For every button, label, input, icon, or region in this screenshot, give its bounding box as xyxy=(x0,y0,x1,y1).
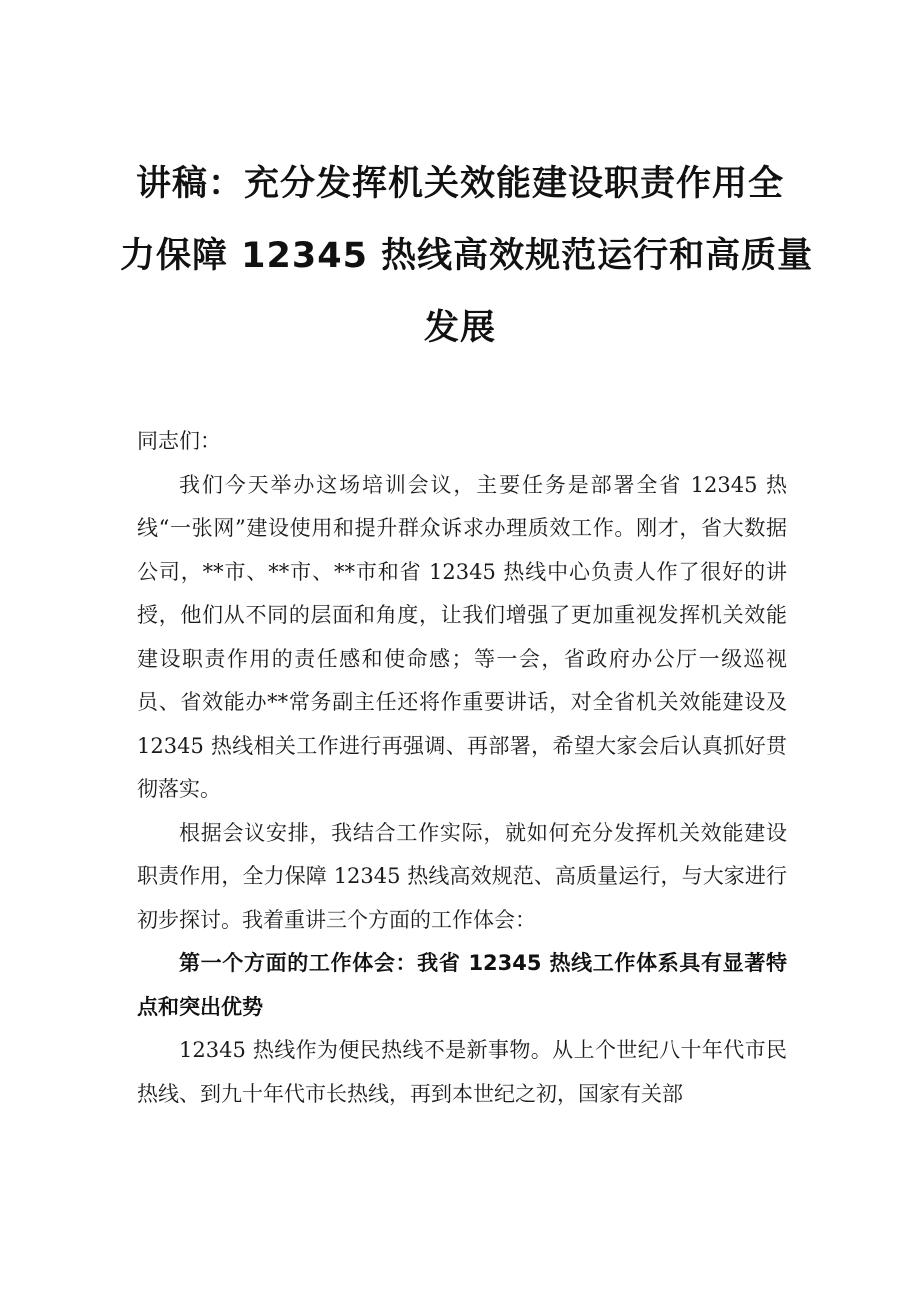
paragraph-opening: 我们今天举办这场培训会议，主要任务是部署全省 12345 热线“一张网”建设使用和提升群众诉求办理质效工作。刚才，省大数据公司，**市、**市、**市和省 12345 热线中心负责人作了很好的讲授，他们从不同的层面和角度，让我们增强了更加重视发挥机关效能建设职责作用的责任感和使命感；等一会，省政府办公厅一级巡视员、省效能办**常务副主任还将作重要讲话，对全省机关效能建设及 12345 热线相关工作进行再强调、再部署，希望大家会后认真抓好贯彻落实。 xyxy=(137,472,787,801)
salutation: 同志们： xyxy=(137,429,221,453)
document-title xyxy=(120,148,814,364)
title-line-1: 讲稿：充分发挥机关效能建设职责作用全 xyxy=(135,164,784,204)
paragraph-arrangement: 根据会议安排，我结合工作实际，就如何充分发挥机关效能建设职责作用，全力保障 12345 热线高效规范、高质量运行，与大家进行初步探讨。我着重讲三个方面的工作体会： xyxy=(137,820,787,932)
document-body xyxy=(137,420,787,1116)
title-line-2: 力保障 12345 热线高效规范运行和高质量 xyxy=(120,236,814,276)
paragraph-section-one: 12345 热线作为便民热线不是新事物。从上个世纪八十年代市民热线、到九十年代市长热线，再到本世纪之初，国家有关部 xyxy=(137,1038,787,1106)
section-heading-first: 第一个方面的工作体会：我省 12345 热线工作体系具有显著特点和突出优势 xyxy=(137,951,787,1019)
title-line-3: 发展 xyxy=(423,308,496,348)
